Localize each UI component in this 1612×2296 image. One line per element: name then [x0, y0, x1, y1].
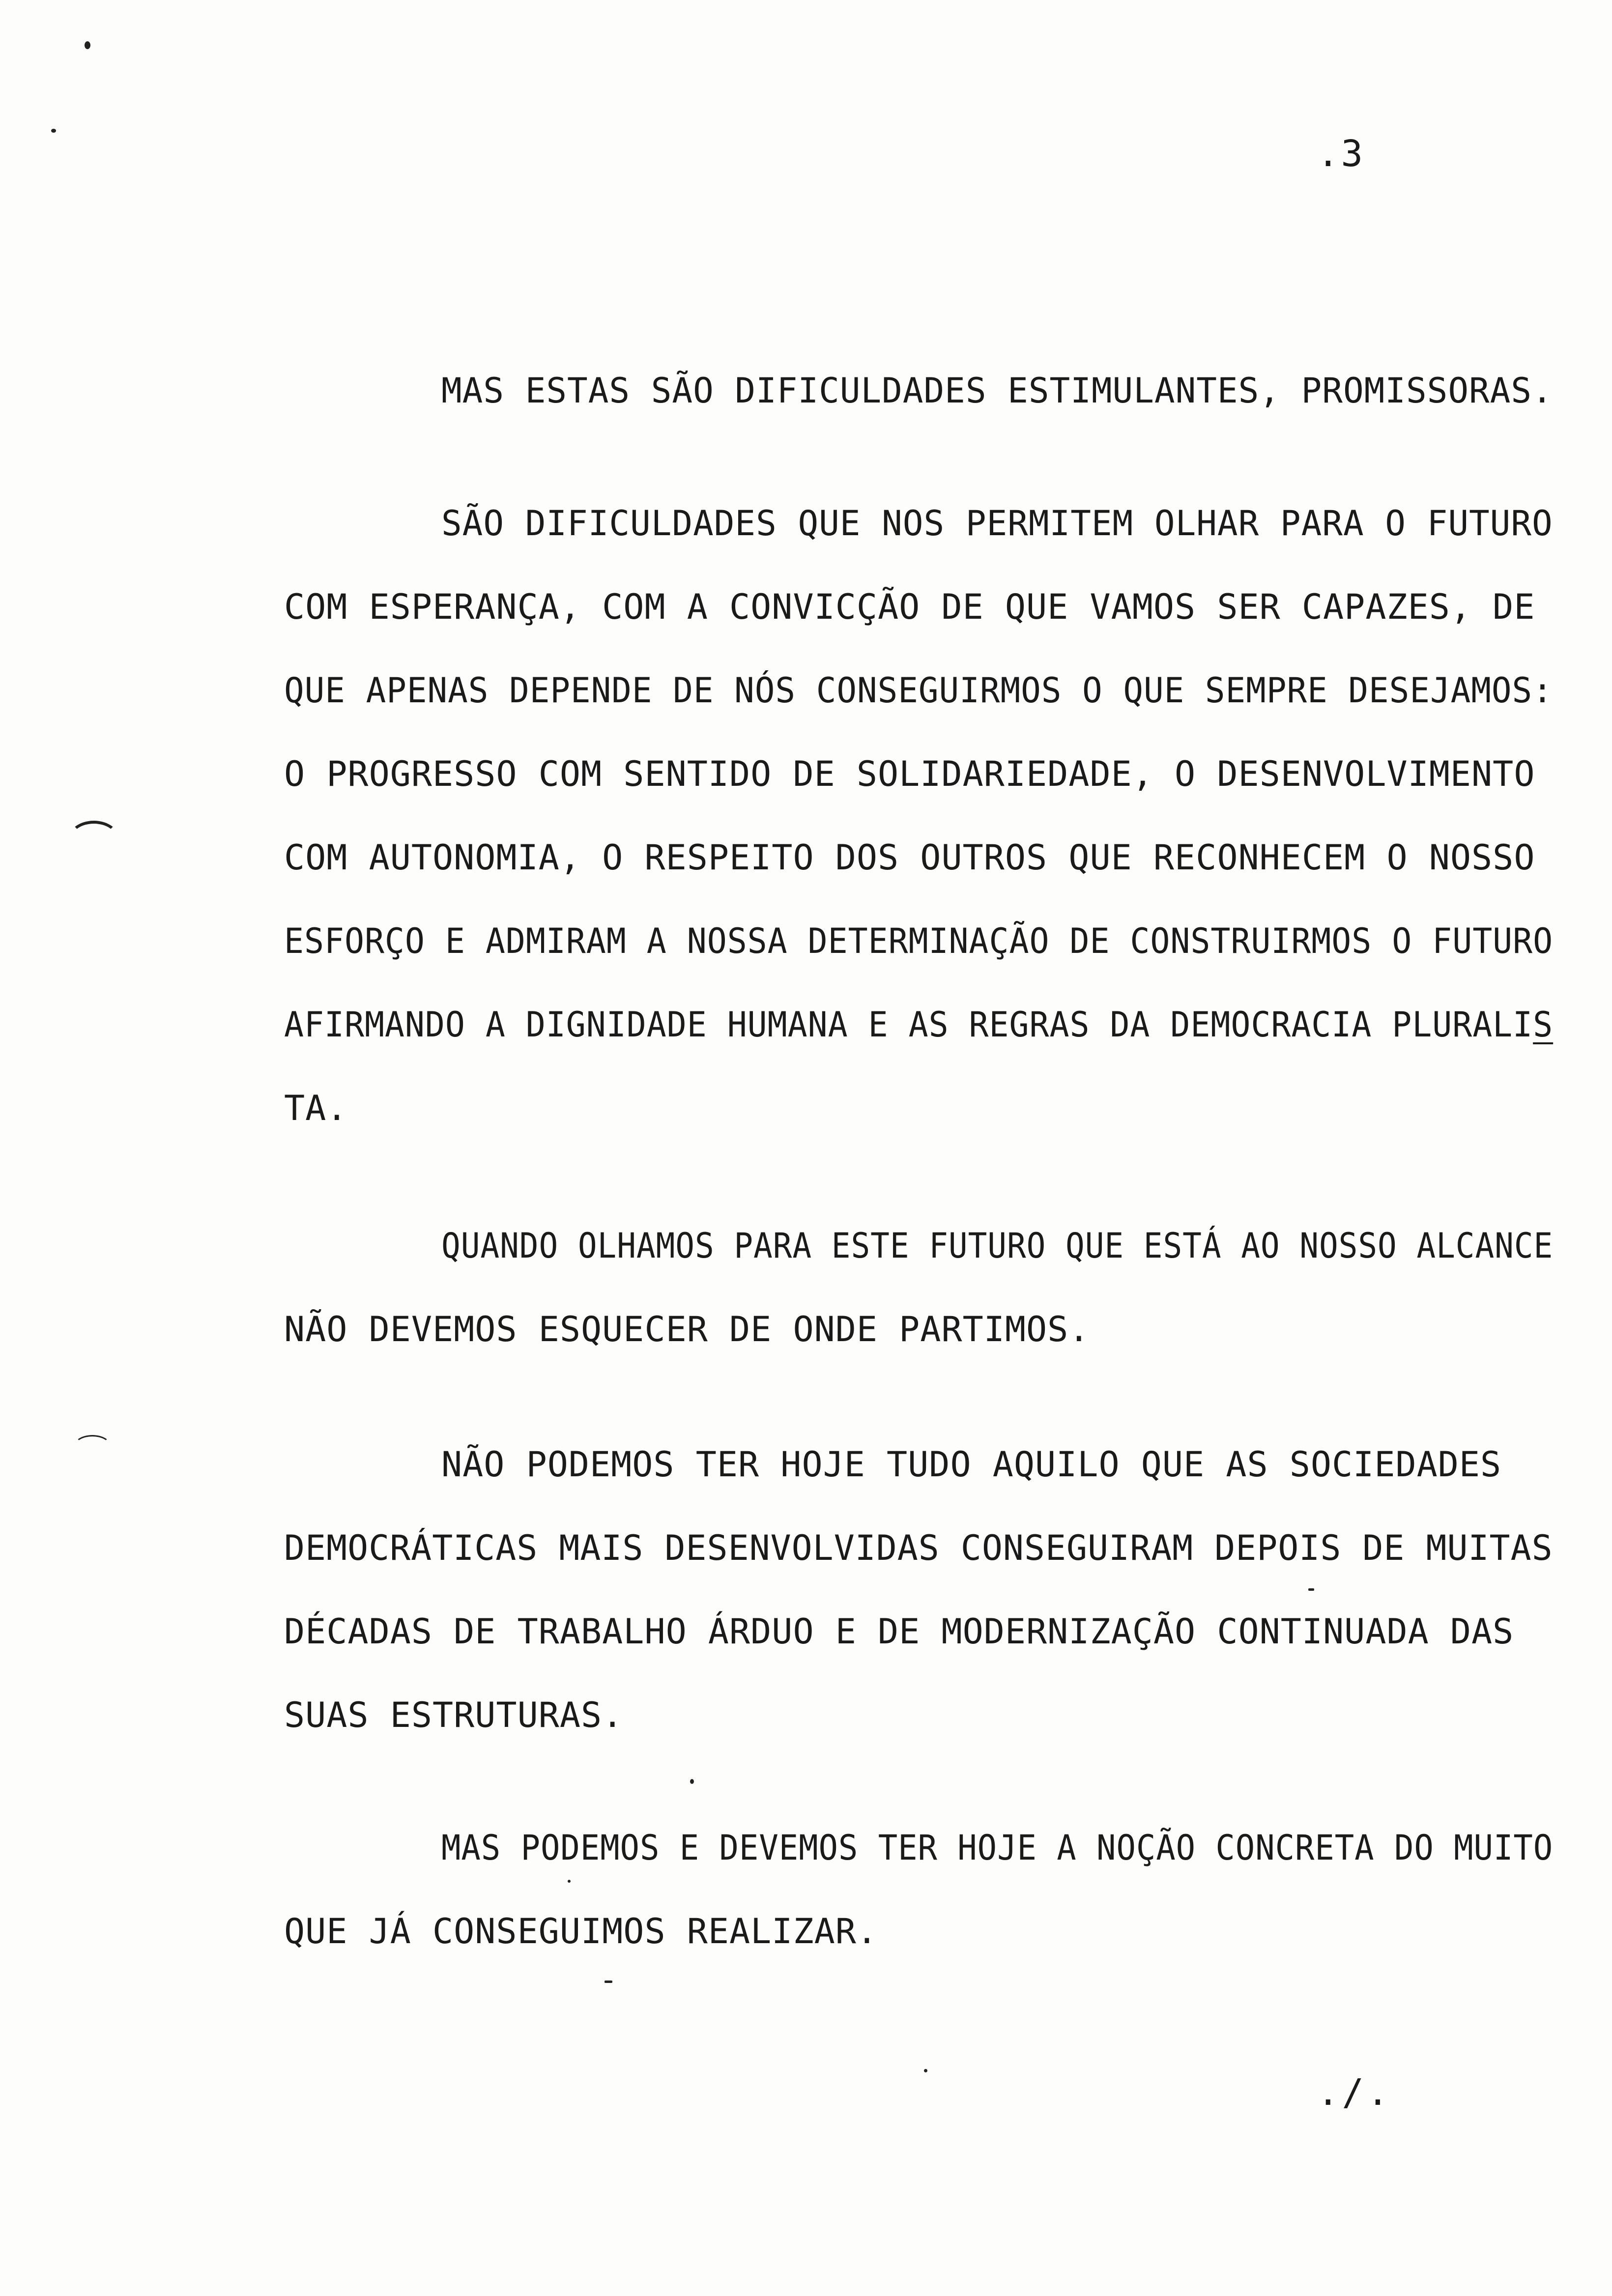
paragraph-4-line-1: NÃO PODEMOS TER HOJE TUDO AQUILO QUE AS SOCIEDADES — [441, 1444, 1502, 1485]
paragraph-3-line-2: NÃO DEVEMOS ESQUECER DE ONDE PARTIMOS. — [284, 1309, 1090, 1349]
paragraph-2-line-4: O PROGRESSO COM SENTIDO DE SOLIDARIEDADE, O DESENVOLVIMENTO — [284, 754, 1535, 794]
paragraph-4-line-4: SUAS ESTRUTURAS. — [284, 1695, 624, 1735]
underlined-hyphenation-letter: S — [1533, 1004, 1554, 1045]
stray-mark — [690, 1779, 694, 1784]
paragraph-2-line-5: COM AUTONOMIA, O RESPEITO DOS OUTROS QUE RECONHECEM O NOSSO — [284, 837, 1535, 878]
paragraph-2-line-6: ESFORÇO E ADMIRAM A NOSSA DETERMINAÇÃO DE CONSTRUIRMOS O FUTURO — [284, 921, 1554, 961]
stray-mark — [51, 129, 56, 133]
stray-mark — [568, 1880, 571, 1883]
paragraph-5-line-2: QUE JÁ CONSEGUIMOS REALIZAR. — [284, 1911, 878, 1952]
stray-arc-mark — [74, 1435, 111, 1458]
stray-arc-mark — [69, 821, 119, 856]
paragraph-5-line-1: MAS PODEMOS E DEVEMOS TER HOJE A NOÇÃO CONCRETA DO MUITO — [441, 1828, 1554, 1868]
continuation-mark: ./. — [1317, 2071, 1392, 2114]
paragraph-2-line-7 — [284, 1005, 1553, 1044]
paragraph-3-line-1: QUANDO OLHAMOS PARA ESTE FUTURO QUE ESTÁ AO NOSSO ALCANCE — [441, 1226, 1554, 1266]
paragraph-2-line-7-text: AFIRMANDO A DIGNIDADE HUMANA E AS REGRAS DA DEMOCRACIA PLURALI — [284, 1004, 1533, 1045]
stray-mark — [1308, 1588, 1314, 1591]
paragraph-1-line-1: MAS ESTAS SÃO DIFICULDADES ESTIMULANTES, PROMISSORAS. — [441, 371, 1553, 411]
stray-mark — [924, 2069, 927, 2072]
paragraph-2-line-8: TA. — [284, 1088, 348, 1128]
paragraph-2-line-1: SÃO DIFICULDADES QUE NOS PERMITEM OLHAR PARA O FUTURO — [441, 503, 1553, 544]
paragraph-4-line-2: DEMOCRÁTICAS MAIS DESENVOLVIDAS CONSEGUIRAM DEPOIS DE MUITAS — [284, 1528, 1553, 1568]
page-number: .3 — [1317, 133, 1365, 175]
stray-mark — [85, 41, 90, 49]
stray-mark — [604, 1980, 612, 1983]
paragraph-4-line-3: DÉCADAS DE TRABALHO ÁRDUO E DE MODERNIZAÇÃO CONTINUADA DAS — [284, 1611, 1514, 1652]
paragraph-2-line-3: QUE APENAS DEPENDE DE NÓS CONSEGUIRMOS O QUE SEMPRE DESEJAMOS: — [284, 670, 1553, 711]
paragraph-2-line-2: COM ESPERANÇA, COM A CONVICÇÃO DE QUE VAMOS SER CAPAZES, DE — [284, 587, 1535, 627]
